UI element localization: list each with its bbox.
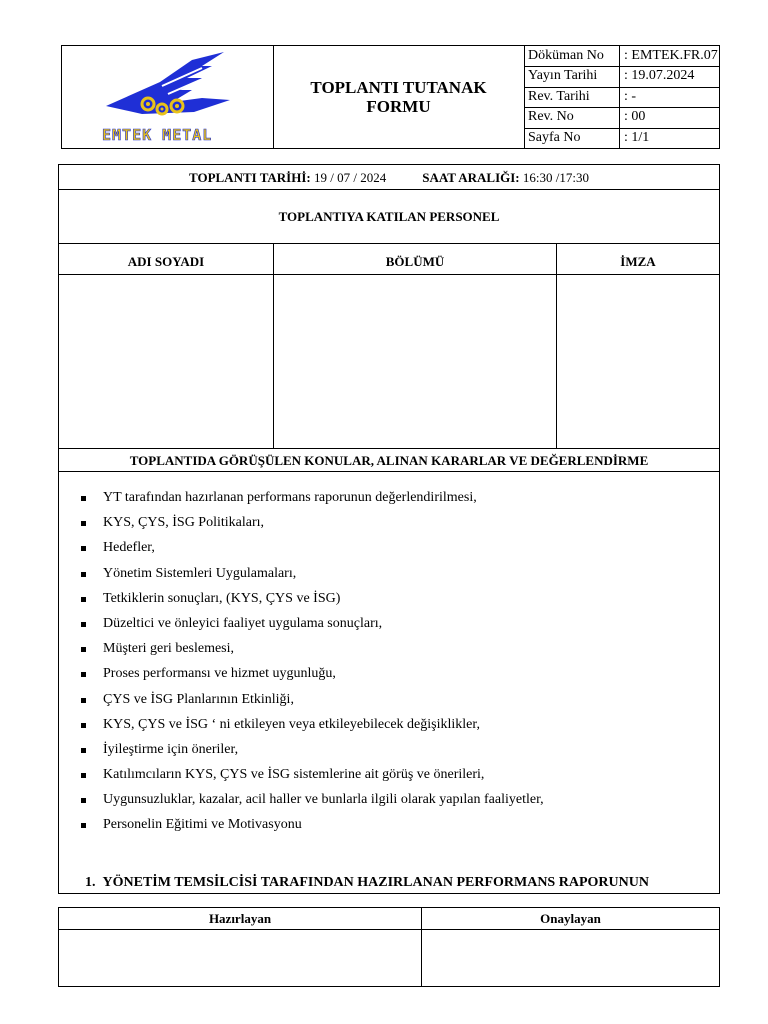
bullet-icon: [81, 521, 86, 526]
bullet-icon: [81, 698, 86, 703]
bullet-icon: [81, 647, 86, 652]
bullet-icon: [81, 823, 86, 828]
list-item: KYS, ÇYS ve İSG ‘ ni etkileyen veya etkileyebilecek değişiklikler,: [81, 712, 544, 737]
bullet-icon: [81, 597, 86, 602]
list-item: Müşteri geri beslemesi,: [81, 636, 544, 661]
bullet-icon: [81, 546, 86, 551]
meta-row-page-no: Sayfa No : 1/1: [525, 128, 719, 148]
list-item: İyileştirme için öneriler,: [81, 737, 544, 762]
bullet-icon: [81, 723, 86, 728]
list-item: ÇYS ve İSG Planlarının Etkinliği,: [81, 687, 544, 712]
meta-row-publish-date: Yayın Tarihi : 19.07.2024: [525, 66, 719, 88]
bullet-icon: [81, 572, 86, 577]
document-header: [61, 45, 720, 149]
participant-department-cell[interactable]: [274, 275, 556, 448]
col-header-department: BÖLÜMÜ: [385, 254, 445, 269]
topics-title: TOPLANTIDA GÖRÜŞÜLEN KONULAR, ALINAN KARARLAR VE DEĞERLENDİRME: [129, 452, 649, 468]
section-number: 1.: [85, 875, 96, 890]
participant-signature-cell[interactable]: [557, 275, 719, 448]
meta-row-rev-date: Rev. Tarihi : -: [525, 87, 719, 108]
bullet-icon: [81, 798, 86, 803]
list-item: KYS, ÇYS, İSG Politikaları,: [81, 510, 544, 535]
bullet-icon: [81, 496, 86, 501]
approved-by-header: Onaylayan: [540, 910, 601, 926]
divider: [59, 471, 719, 472]
meta-row-document-no: Döküman No : EMTEK.FR.07: [525, 46, 719, 67]
form-title-line1: TOPLANTI TUTANAK: [310, 78, 487, 97]
list-item: Katılımcıların KYS, ÇYS ve İSG sistemlerine ait görüş ve önerileri,: [81, 762, 544, 787]
prepared-by-signature-cell[interactable]: [59, 930, 421, 986]
divider: [273, 244, 274, 448]
bullet-icon: [81, 622, 86, 627]
divider: [556, 244, 557, 448]
meeting-form: [58, 164, 720, 894]
document-meta-table: [525, 46, 719, 148]
bullet-icon: [81, 773, 86, 778]
logo-cell: [62, 46, 274, 148]
list-item: Personelin Eğitimi ve Motivasyonu: [81, 812, 544, 837]
approved-by-signature-cell[interactable]: [422, 930, 719, 986]
form-title-line2: FORMU: [366, 97, 431, 116]
form-title: [273, 46, 525, 148]
topics-list: [81, 485, 544, 838]
col-header-signature: İMZA: [620, 254, 656, 269]
list-item: Tetkiklerin sonuçları, (KYS, ÇYS ve İSG): [81, 586, 544, 611]
time-value: 16:30 /17:30: [522, 169, 589, 185]
list-item: Uygunsuzluklar, kazalar, acil haller ve bunlarla ilgili olarak yapılan faaliyetler,: [81, 787, 544, 812]
list-item: Hedefler,: [81, 535, 544, 560]
section-1-heading: [85, 872, 719, 894]
signature-table: [58, 907, 720, 987]
bullet-icon: [81, 748, 86, 753]
date-value: 19 / 07 / 2024: [314, 169, 387, 185]
bullet-icon: [81, 672, 86, 677]
list-item: Düzeltici ve önleyici faaliyet uygulama sonuçları,: [81, 611, 544, 636]
list-item: Proses performansı ve hizmet uygunluğu,: [81, 661, 544, 686]
logo-text: EMTEK METAL: [102, 126, 213, 144]
meta-row-rev-no: Rev. No : 00: [525, 107, 719, 129]
participants-title: TOPLANTIYA KATILAN PERSONEL: [278, 209, 500, 224]
meeting-datetime-row: [59, 165, 719, 190]
participant-name-cell[interactable]: [59, 275, 273, 448]
time-label: SAAT ARALIĞI:: [422, 169, 520, 185]
section-title: YÖNETİM TEMSİLCİSİ TARAFINDAN HAZIRLANAN PERFORMANS RAPORUNUN: [102, 875, 649, 890]
date-label: TOPLANTI TARİHİ:: [189, 169, 311, 185]
list-item: YT tarafından hazırlanan performans raporunun değerlendirilmesi,: [81, 485, 544, 510]
col-header-name: ADI SOYADI: [127, 254, 205, 269]
list-item: Yönetim Sistemleri Uygulamaları,: [81, 561, 544, 586]
prepared-by-header: Hazırlayan: [208, 910, 272, 926]
